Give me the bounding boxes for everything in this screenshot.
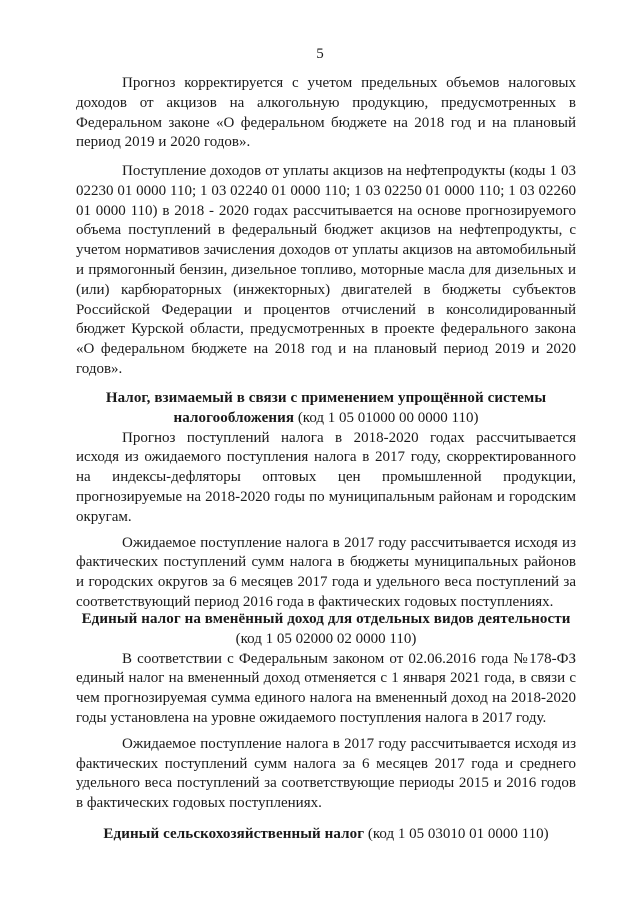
imputed-tax-heading [76, 610, 576, 650]
simplified-tax-heading-title: Налог, взимаемый в связи с применением упрощённой системы налогообложения [105, 390, 547, 426]
excise-oil-section [76, 162, 576, 380]
agricultural-tax-section [76, 825, 576, 845]
page-number: 5 [316, 46, 324, 62]
simplified-tax-paragraph-2: Ожидаемое поступление налога в 2017 году рассчитывается исходя из фактических поступлений сумм налога в бюджеты муниципальных районов и городских округов за 6 месяцев 2017 года и удельного веса поступлений за соответствующий период 2016 года в фактических годовых поступлениях. [76, 534, 576, 610]
excise-oil-paragraph: Поступление доходов от уплаты акцизов на нефтепродукты (коды 1 03 02230 01 0000 110; 1 03 02240 01 0000 110; 1 03 02250 01 0000 110; 1 03 02260 01 0000 110) в 2018 - 2020 годах рассчитывается на основе прогнозируемого объема поступлений в федеральный бюджет акцизов на нефтепродукты, с учетом нормативов зачисления доходов от уплаты акцизов на автомобильный и прямогонный бензин, дизельное топливо, моторные масла для дизельных и (или) карбюраторных (инжекторных) двигателей в бюджеты субъектов Российской Федерации и процентов отчислений в консолидированный бюджет Курской области, предусмотренных в проекте федерального закона «О федеральном бюджете на 2018 год и на плановый период 2019 и 2020 годов». [76, 163, 576, 377]
imputed-tax-paragraph-1: В соответствии с Федеральным законом от 02.06.2016 года №178-ФЗ единый налог на вмененный доход отменяется с 1 января 2021 года, в связи с чем прогнозируемая сумма единого налога на вмененный доход на 2018-2020 годы установлена на уровне ожидаемого поступления налога в 2017 году. [76, 650, 576, 726]
excise-alcohol-paragraph: Прогноз корректируется с учетом предельных объемов налоговых доходов от акцизов на алкогольную продукцию, предусмотренных в Федеральном законе «О федеральном бюджете на 2018 год и на плановый период 2019 и 2020 годов». [76, 75, 576, 151]
excise-alcohol-section [76, 74, 576, 153]
simplified-tax-heading-code: (код 1 05 01000 00 0000 110) [294, 409, 479, 426]
imputed-tax-section [76, 610, 576, 814]
simplified-tax-paragraph-1: Прогноз поступлений налога в 2018-2020 годах рассчитывается исходя из ожидаемого поступления налога в 2017 году, скорректированного на индексы-дефляторы оптовых цен промышленной продукции, прогнозируемые на 2018-2020 годы по муниципальным районам и городским округам. [76, 429, 576, 525]
simplified-tax-section [76, 389, 576, 613]
imputed-tax-heading-code: (код 1 05 02000 02 0000 110) [235, 630, 417, 647]
agricultural-tax-heading [76, 825, 576, 845]
agricultural-tax-heading-code: (код 1 05 03010 01 0000 110) [364, 826, 549, 842]
agricultural-tax-heading-title: Единый сельскохозяйственный налог [103, 826, 365, 842]
simplified-tax-heading [76, 389, 576, 429]
imputed-tax-heading-title: Единый налог на вменённый доход для отдельных видов деятельности [81, 611, 571, 627]
imputed-tax-paragraph-2: Ожидаемое поступление налога в 2017 году рассчитывается исходя из фактических поступлений сумм налога за 6 месяцев 2017 года и среднего удельного веса поступлений за соответствующие периоды 2015 и 2016 годов в фактических годовых поступлениях. [76, 735, 576, 812]
